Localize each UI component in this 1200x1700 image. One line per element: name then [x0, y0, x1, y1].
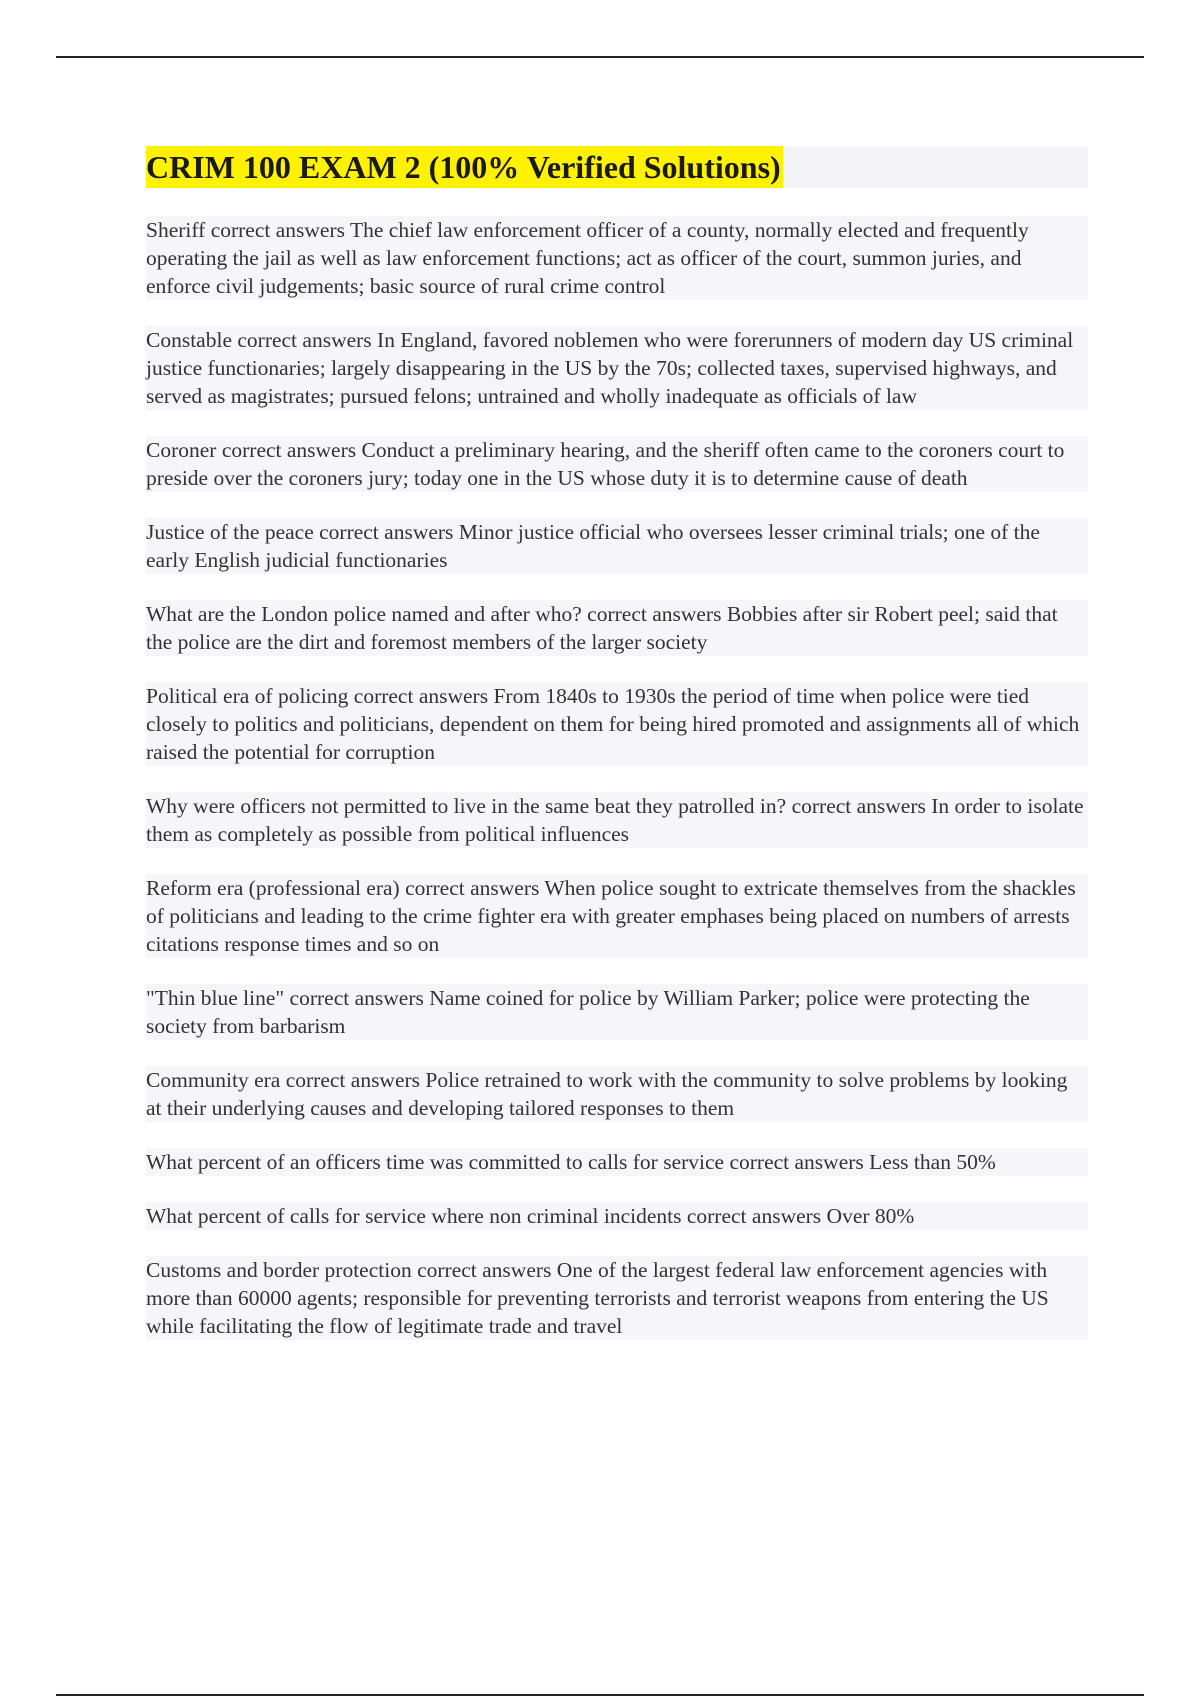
title-band	[146, 146, 1088, 188]
entry-political-era: Political era of policing correct answers From 1840s to 1930s the period of time when police were tied closely to politics and politicians, dependent on them for being hired promoted and assignments all of which raised the potential for corruption	[146, 682, 1088, 766]
entry-sheriff: Sheriff correct answers The chief law enforcement officer of a county, normally elected and frequently operating the jail as well as law enforcement functions; act as officer of the court, summon juries, and enforce civil judgements; basic source of rural crime control	[146, 216, 1088, 300]
entry-thin-blue-line: "Thin blue line" correct answers Name coined for police by William Parker; police were protecting the society from barbarism	[146, 984, 1088, 1040]
entry-officer-time: What percent of an officers time was committed to calls for service correct answers Less than 50%	[146, 1148, 1088, 1176]
entry-community-era: Community era correct answers Police retrained to work with the community to solve problems by looking at their underlying causes and developing tailored responses to them	[146, 1066, 1088, 1122]
document-body	[146, 146, 1088, 1366]
document-title: CRIM 100 EXAM 2 (100% Verified Solutions)	[146, 146, 783, 188]
header-rule	[56, 56, 1144, 58]
entry-officers-beat: Why were officers not permitted to live in the same beat they patrolled in? correct answers In order to isolate them as completely as possible from political influences	[146, 792, 1088, 848]
entry-non-criminal-calls: What percent of calls for service where non criminal incidents correct answers Over 80%	[146, 1202, 1088, 1230]
entry-customs-border: Customs and border protection correct answers One of the largest federal law enforcement agencies with more than 60000 agents; responsible for preventing terrorists and terrorist weapons from entering the US while facilitating the flow of legitimate trade and travel	[146, 1256, 1088, 1340]
entry-constable: Constable correct answers In England, favored noblemen who were forerunners of modern day US criminal justice functionaries; largely disappearing in the US by the 70s; collected taxes, supervised highways, and served as magistrates; pursued felons; untrained and wholly inadequate as officials of law	[146, 326, 1088, 410]
entry-justice-of-the-peace: Justice of the peace correct answers Minor justice official who oversees lesser criminal trials; one of the early English judicial functionaries	[146, 518, 1088, 574]
footer-rule	[56, 1694, 1144, 1696]
entry-london-police: What are the London police named and after who? correct answers Bobbies after sir Robert peel; said that the police are the dirt and foremost members of the larger society	[146, 600, 1088, 656]
entry-reform-era: Reform era (professional era) correct answers When police sought to extricate themselves from the shackles of politicians and leading to the crime fighter era with greater emphases being placed on numbers of arrests citations response times and so on	[146, 874, 1088, 958]
entry-coroner: Coroner correct answers Conduct a preliminary hearing, and the sheriff often came to the coroners court to preside over the coroners jury; today one in the US whose duty it is to determine cause of death	[146, 436, 1088, 492]
